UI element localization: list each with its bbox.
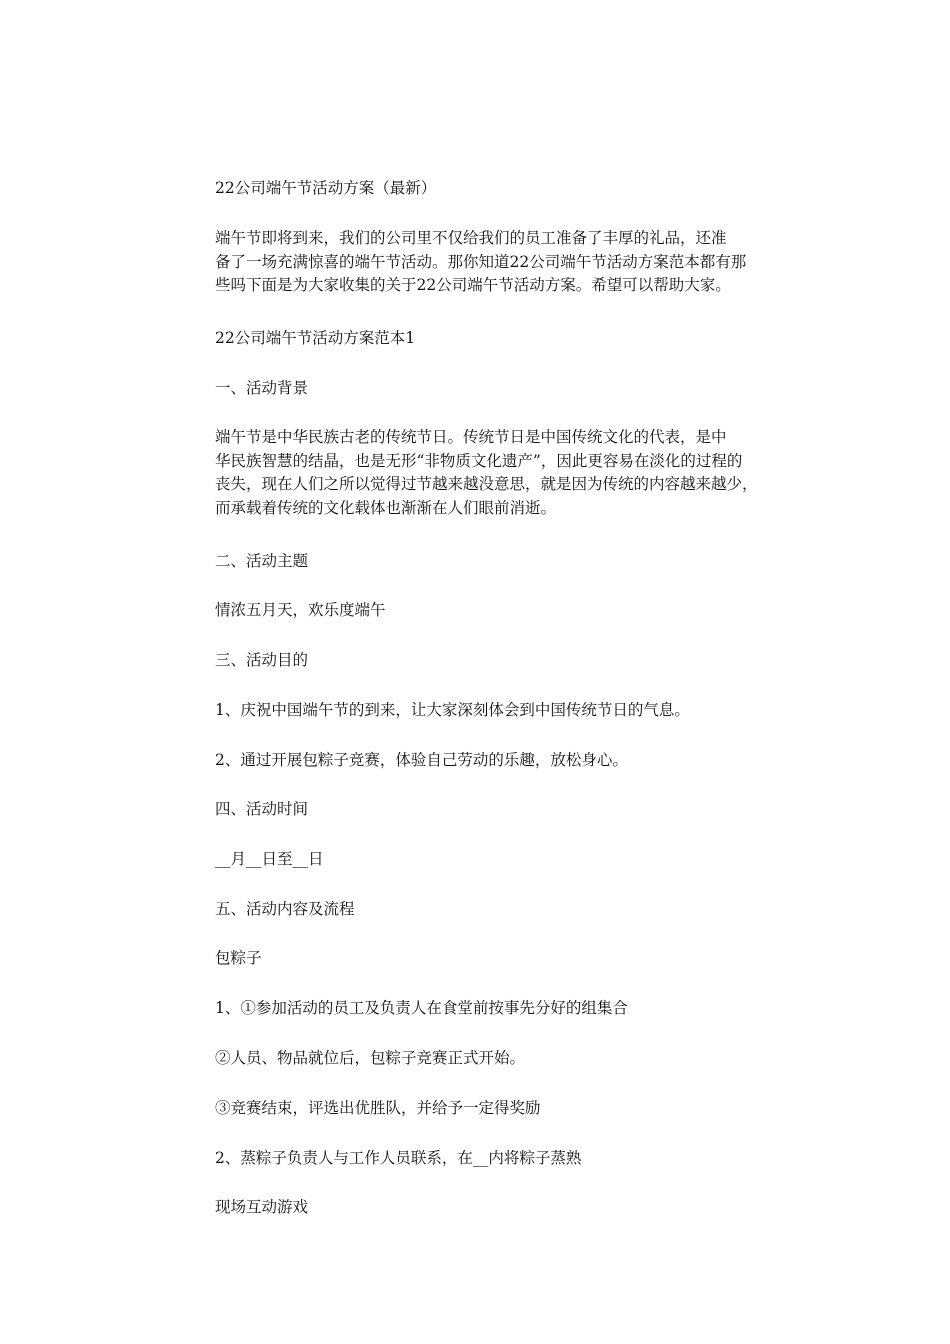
background-line: 而承载着传统的文化载体也渐渐在人们眼前消逝。 (215, 498, 557, 517)
background-line: 华民族智慧的结晶，也是无形“非物质文化遗产”，因此更容易在淡化的过程的 (215, 451, 743, 470)
theme-text: 情浓五月天，欢乐度端午 (215, 601, 386, 619)
intro-line: 备了一场充满惊喜的端午节活动。那你知道22公司端午节活动方案范本都有那 (215, 252, 747, 271)
background-line: 丧失，现在人们之所以觉得过节越来越没意思，就是因为传统的内容越来越少， (215, 475, 758, 493)
step-1c: ③竞赛结束，评选出优胜队，并给予一定得奖励 (215, 1099, 541, 1117)
intro-line: 端午节即将到来，我们的公司里不仅给我们的员工准备了丰厚的礼品，还准 (215, 229, 727, 247)
step-1: 1、①参加活动的员工及负责人在食堂前按事先分好的组集合 (215, 999, 628, 1017)
background-paragraph (215, 427, 775, 521)
intro-line: 些吗下面是为大家收集的关于22公司端午节活动方案。希望可以帮助大家。 (215, 276, 731, 294)
intro-paragraph (215, 228, 775, 299)
section-title: 22公司端午节活动方案范本1 (215, 329, 416, 347)
document-title: 22公司端午节活动方案（最新） (215, 179, 437, 197)
time-text: __月__日至__日 (215, 850, 324, 868)
purpose-item-1: 1、庆祝中国端午节的到来，让大家深刻体会到中国传统节日的气息。 (215, 701, 690, 719)
purpose-item-2: 2、通过开展包粽子竞赛，体验自己劳动的乐趣，放松身心。 (215, 751, 628, 769)
step-1b: ②人员、物品就位后，包粽子竞赛正式开始。 (215, 1049, 526, 1067)
heading-purpose: 三、活动目的 (215, 651, 309, 669)
step-2: 2、蒸粽子负责人与工作人员联系，在__内将粽子蒸熟 (215, 1149, 582, 1167)
heading-background: 一、活动背景 (215, 379, 309, 397)
item-games: 现场互动游戏 (215, 1198, 309, 1216)
heading-time: 四、活动时间 (215, 800, 309, 818)
background-line: 端午节是中华民族古老的传统节日。传统节日是中国传统文化的代表，是中 (215, 428, 727, 446)
heading-theme: 二、活动主题 (215, 552, 309, 570)
heading-content: 五、活动内容及流程 (215, 900, 355, 918)
item-zongzi: 包粽子 (215, 949, 262, 967)
